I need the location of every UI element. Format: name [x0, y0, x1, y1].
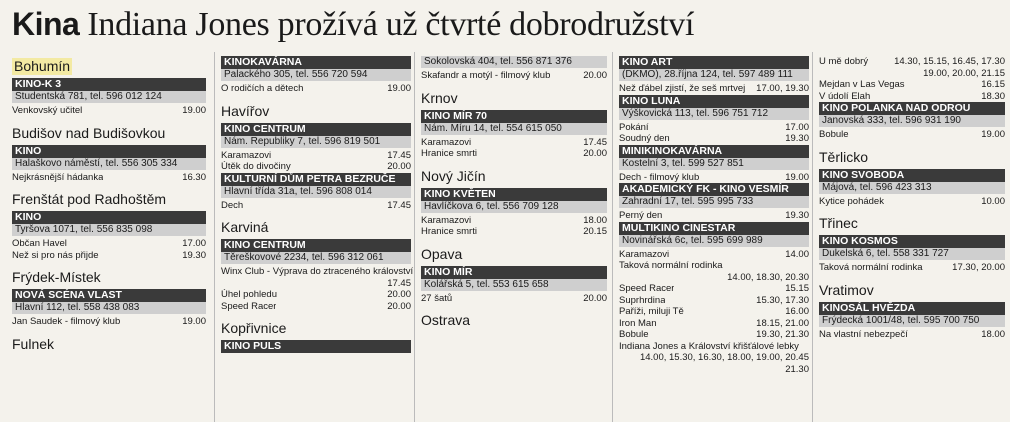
cinema-address: Sokolovská 404, tel. 556 871 376: [421, 56, 607, 68]
screening-row: [421, 215, 607, 227]
film-title: Útěk do divočiny: [221, 161, 291, 172]
film-title: Na vlastní nebezpečí: [819, 328, 908, 340]
city-name: Třinec: [819, 215, 858, 231]
screening-row: [819, 91, 1005, 103]
column-1: [12, 52, 212, 422]
screening-row: [619, 306, 809, 318]
showtimes: 19.30: [785, 133, 809, 144]
screening-row: [421, 226, 607, 238]
city-name: Vratimov: [819, 281, 874, 298]
screening-row: [421, 148, 607, 160]
cinema-address: Hlavní třída 31a, tel. 596 808 014: [221, 186, 411, 198]
film-title: Speed Racer: [619, 283, 675, 294]
city-heading: [421, 168, 607, 185]
city-heading: [819, 282, 1005, 299]
showtimes: 17.00: [182, 238, 206, 249]
showtimes: 20.00: [387, 161, 411, 172]
cinema-address: Palackého 305, tel. 556 720 594: [221, 69, 411, 81]
cinema-address: Hlavní 112, tel. 558 438 083: [12, 302, 206, 314]
film-title: Pokání: [619, 121, 649, 133]
listings: [12, 52, 1010, 422]
showtimes: 17.45: [583, 136, 607, 148]
screening-row: [819, 68, 1005, 80]
screening-row: [619, 295, 809, 307]
cinema-name: KINO: [12, 211, 206, 224]
screening-row: [221, 83, 411, 95]
screening-row: [221, 289, 411, 301]
showtimes: 19.00, 20.00, 21.15: [923, 67, 1005, 79]
showtimes: 17.45: [387, 199, 411, 211]
film-title: Iron Man: [619, 317, 657, 329]
city-heading: [221, 103, 411, 120]
city-name: Budišov nad Budišovkou: [12, 124, 166, 141]
cinema-address: (DKMO), 28.října 124, tel. 597 489 111: [619, 69, 809, 81]
film-title: Taková normální rodinka: [819, 262, 923, 273]
city-heading: [12, 58, 206, 75]
cinema-name: KINO MÍR: [421, 266, 607, 279]
showtimes: 19.30: [785, 210, 809, 221]
film-title: U mě dobrý: [819, 56, 869, 67]
showtimes: 14.30, 15.15, 16.45, 17.30: [894, 56, 1005, 67]
cinema-address: Frýdecká 1001/48, tel. 595 700 750: [819, 315, 1005, 327]
city-name: Nový Jičín: [421, 167, 486, 184]
cinema-address: Kostelní 3, tel. 599 527 851: [619, 158, 809, 170]
film-title: Karamazovi: [221, 149, 272, 161]
city-heading: [221, 219, 411, 236]
screening-row: [619, 83, 809, 95]
city-heading: [819, 215, 1005, 232]
showtimes: 16.00: [785, 306, 809, 317]
film-title: Soudný den: [619, 133, 670, 144]
film-title: Občan Havel: [12, 238, 67, 249]
screening-row: [819, 329, 1005, 341]
film-title: V údolí Elah: [819, 90, 871, 102]
screening-row: [619, 260, 809, 283]
screening-row: [619, 318, 809, 330]
showtimes: 18.15, 21.00: [756, 317, 809, 329]
film-title: Kytice pohádek: [819, 195, 884, 207]
screening-row: [421, 137, 607, 149]
showtimes: 15.30, 17.30: [756, 294, 809, 306]
cinema-address: Havlíčkova 6, tel. 556 709 128: [421, 201, 607, 213]
film-title: Dech - filmový klub: [619, 171, 700, 183]
showtimes: 15.15: [785, 283, 809, 294]
showtimes: 19.00: [387, 83, 411, 94]
film-title: Karamazovi: [421, 214, 472, 226]
cinema-name: KINO PULS: [221, 340, 411, 353]
screening-row: [221, 301, 411, 313]
showtimes: 14.00, 15.30, 16.30, 18.00, 19.00, 20.45: [639, 352, 809, 363]
cinema-name: AKADEMICKÝ FK - KINO VESMÍR: [619, 183, 809, 196]
screening-row: [819, 196, 1005, 208]
cinema-name: KINO KVĚTEN: [421, 188, 607, 201]
screening-row: [619, 364, 809, 376]
showtimes: 20.00: [387, 300, 411, 312]
screening-row: [619, 210, 809, 222]
film-title: Karamazovi: [421, 136, 472, 148]
city-name: Havířov: [221, 102, 270, 119]
screening-row: [12, 238, 206, 250]
city-name: Karviná: [221, 219, 269, 235]
cinema-name: KINO CENTRUM: [221, 123, 411, 136]
screening-row: [619, 133, 809, 145]
city-name: Těrlicko: [819, 148, 869, 165]
film-title: Úhel pohledu: [221, 289, 277, 300]
section-keyword: Kina: [12, 6, 80, 42]
showtimes: 18.00: [583, 214, 607, 226]
city-name: Ostrava: [421, 312, 471, 328]
cinema-address: Nám. Míru 14, tel. 554 615 050: [421, 123, 607, 135]
film-title: Paříži, miluji Tě: [619, 306, 684, 317]
showtimes: 19.00: [182, 316, 206, 327]
cinema-name: KINO LUNA: [619, 95, 809, 108]
cinema-name: KINO ART: [619, 56, 809, 69]
cinema-address: Těreškovové 2234, tel. 596 312 061: [221, 252, 411, 264]
showtimes: 20.15: [583, 226, 607, 237]
film-title: Venkovský učitel: [12, 105, 83, 116]
cinema-name: NOVÁ SCÉNA VLAST: [12, 289, 206, 302]
city-heading: [421, 90, 607, 107]
film-title: Dech: [221, 199, 244, 211]
screening-row: [619, 172, 809, 184]
city-heading: [12, 269, 206, 286]
showtimes: 17.45: [387, 149, 411, 161]
showtimes: 16.30: [182, 171, 206, 183]
cinema-address: Halaškovo náměstí, tel. 556 305 334: [12, 158, 206, 170]
showtimes: 19.00: [981, 129, 1005, 140]
city-name: Fulnek: [12, 335, 55, 352]
film-title: Speed Racer: [221, 300, 277, 312]
screening-row: [819, 56, 1005, 68]
city-heading: [12, 125, 206, 142]
cinema-name: MINIKINOKAVÁRNA: [619, 145, 809, 158]
cinema-address: Dukelská 6, tel. 558 331 727: [819, 248, 1005, 260]
cinema-address: Zahradní 17, tel. 595 995 733: [619, 196, 809, 208]
film-title: Karamazovi: [619, 248, 670, 260]
screening-row: [421, 70, 607, 82]
cinema-name: KULTURNÍ DŮM PETRA BEZRUČE: [221, 173, 411, 186]
cinema-name: KINO KOSMOS: [819, 235, 1005, 248]
cinema-name: MULTIKINO CINESTAR: [619, 222, 809, 235]
showtimes: 17.00, 19.30: [756, 83, 809, 94]
screening-row: [221, 161, 411, 173]
showtimes: 19.30, 21.30: [756, 329, 809, 340]
showtimes: 20.00: [583, 148, 607, 159]
showtimes: 19.00: [785, 171, 809, 183]
showtimes: 17.45: [387, 277, 411, 289]
showtimes: 19.30: [182, 249, 206, 261]
film-title: Hranice smrti: [421, 226, 477, 237]
screening-row: [619, 249, 809, 261]
film-title: Indiana Jones a Království křišťálové lebky: [619, 340, 799, 352]
showtimes: 18.00: [981, 328, 1005, 340]
screening-row: [12, 172, 206, 184]
showtimes: 14.00, 18.30, 20.30: [727, 271, 809, 283]
film-title: Než ďábel zjistí, že seš mrtvej: [619, 83, 746, 94]
city-name: Opava: [421, 245, 463, 262]
city-name: Krnov: [421, 89, 458, 106]
film-title: 27 šatů: [421, 292, 453, 304]
column-3: [414, 52, 613, 422]
city-name: Frenštát pod Radhoštěm: [12, 191, 167, 207]
screening-row: [12, 250, 206, 262]
cinema-name: KINO: [12, 145, 206, 158]
screening-row: [819, 129, 1005, 141]
screening-row: [12, 316, 206, 328]
film-title: Taková normální rodinka: [619, 260, 723, 271]
film-title: Než si pro nás přijde: [12, 249, 99, 261]
showtimes: 17.30, 20.00: [952, 262, 1005, 273]
showtimes: 10.00: [981, 195, 1005, 207]
screening-row: [819, 79, 1005, 91]
screening-row: [619, 341, 809, 364]
cinema-address: Tyršova 1071, tel. 556 835 098: [12, 224, 206, 236]
film-title: Mejdan v Las Vegas: [819, 79, 905, 90]
screening-row: [221, 266, 414, 289]
showtimes: 18.30: [981, 90, 1005, 102]
city-name: Kopřivnice: [221, 320, 287, 336]
film-title: Winx Club - Výprava do ztraceného království: [221, 266, 414, 277]
screening-row: [619, 283, 809, 295]
screening-row: [221, 200, 411, 212]
showtimes: 21.30: [785, 363, 809, 375]
city-heading: [421, 246, 607, 263]
column-5: [812, 52, 1010, 422]
showtimes: 19.00: [182, 105, 206, 116]
city-heading: [12, 191, 206, 208]
cinema-address: Kolářská 5, tel. 553 615 658: [421, 279, 607, 291]
cinema-name: KINO SVOBODA: [819, 169, 1005, 182]
page-title: [12, 4, 694, 44]
screening-row: [221, 150, 411, 162]
showtimes: 20.00: [583, 292, 607, 304]
film-title: Nejkrásnější hádanka: [12, 171, 104, 183]
city-name: Frýdek-Místek: [12, 269, 101, 285]
showtimes: 14.00: [785, 248, 809, 260]
showtimes: 20.00: [583, 70, 607, 81]
screening-row: [819, 262, 1005, 274]
film-title: Jan Saudek - filmový klub: [12, 316, 121, 327]
film-title: Bobule: [819, 129, 849, 140]
cinema-address: Janovská 333, tel. 596 931 190: [819, 115, 1005, 127]
cinema-name: KINO-K 3: [12, 78, 206, 91]
cinema-name: KINO MÍR 70: [421, 110, 607, 123]
cinema-address: Májová, tel. 596 423 313: [819, 182, 1005, 194]
city-heading: [12, 336, 206, 353]
film-title: Perný den: [619, 210, 663, 221]
column-2: [214, 52, 417, 422]
screening-row: [619, 329, 809, 341]
screening-row: [619, 122, 809, 134]
cinema-name: KINOSÁL HVĚZDA: [819, 302, 1005, 315]
showtimes: 20.00: [387, 289, 411, 300]
screening-row: [12, 105, 206, 117]
cinema-name: KINO POLANKA NAD ODROU: [819, 102, 1005, 115]
film-title: Skafandr a motýl - filmový klub: [421, 70, 551, 81]
cinema-address: Novinářská 6c, tel. 595 699 989: [619, 235, 809, 247]
city-heading: [221, 320, 411, 337]
showtimes: 16.15: [981, 79, 1005, 90]
column-4: [612, 52, 815, 422]
film-title: Hranice smrti: [421, 148, 477, 159]
cinema-name: KINO CENTRUM: [221, 239, 411, 252]
cinema-address: Výškovická 113, tel. 596 751 712: [619, 108, 809, 120]
film-title: Bobule: [619, 329, 649, 340]
cinema-name: KINOKAVÁRNA: [221, 56, 411, 69]
city-name: Bohumín: [14, 58, 71, 74]
headline: Indiana Jones prožívá už čtvrté dobrodružství: [87, 6, 695, 43]
screening-row: [421, 293, 607, 305]
film-title: O rodičích a dětech: [221, 83, 304, 94]
city-heading: [819, 149, 1005, 166]
film-title: Suprhrdina: [619, 294, 666, 306]
cinema-address: Studentská 781, tel. 596 012 124: [12, 91, 206, 103]
city-heading: [421, 312, 607, 329]
showtimes: 17.00: [785, 121, 809, 133]
cinema-address: Nám. Republiky 7, tel. 596 819 501: [221, 136, 411, 148]
